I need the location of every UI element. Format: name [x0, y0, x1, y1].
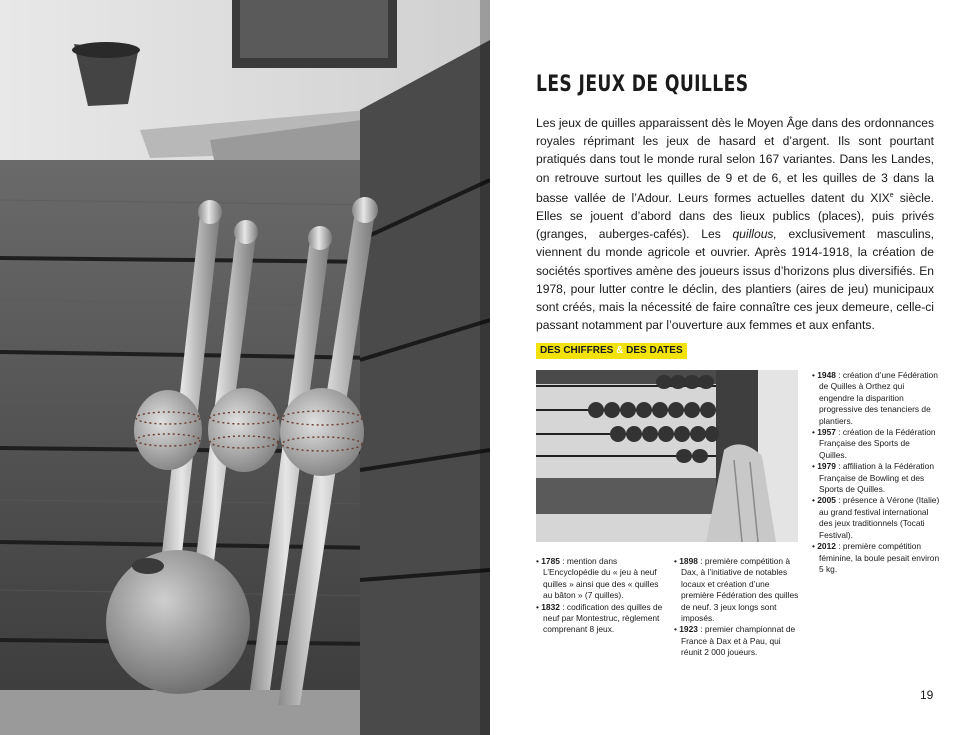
intro-superscript: e — [889, 191, 894, 199]
timeline-text: : codification des quilles de neuf par Montestruc, règlement comprenant 8 jeux. — [543, 601, 663, 635]
timeline-item: • 1948 : création d’une Fédération de Quilles à Orthez qui engendre la disparition progressive des tenanciers de plantiers. — [812, 370, 938, 426]
intro-text-3: exclusivement masculins, viennent du monde agricole et ouvrier. Après 1914-1918, la création de sociétés sportives amène des joueurs issus d’horizons plus diversifiés. En 1978, pour lutter contre le déclin, des plantiers (aires de jeu) municipaux sont créés, mais la nécessité de faire connaître ces jeux demeure, celle-ci passant notamment par l’ouverture aux femmes et aux enfants. — [536, 227, 934, 333]
timeline-item: • 1898 : première compétition à Dax, à l’initiative de notables locaux et création d’une première Fédération des quilles de neuf. 3 jeux longs sont imposés. — [674, 556, 799, 624]
timeline-item: • 2012 : première compétition féminine, la boule pesait environ 5 kg. — [812, 541, 940, 574]
page-title: LES JEUX DE QUILLES — [536, 72, 749, 97]
timeline-text: : présence à Vérone (Italie) au grand festival international des jeux traditionnels (Tocati Festival). — [819, 495, 940, 540]
timeline-item: • 1923 : premier championnat de France à Dax et à Pau, qui réunit 2 000 joueurs. — [674, 624, 796, 658]
timeline-year: 1785 — [541, 556, 560, 566]
timeline-item: • 1832 : codification des quilles de neuf par Montestruc, règlement comprenant 8 jeux. — [536, 601, 663, 635]
timeline-column-1 — [536, 556, 666, 636]
timeline-year: 1948 — [817, 370, 836, 380]
intro-italic: quillous, — [732, 227, 777, 242]
timeline-year: 1923 — [679, 624, 698, 635]
intro-text-2: siècle. Elles se jouent d’abord dans des lieux publics (places), puis privés (granges, auberges-cafés). Les — [536, 190, 934, 242]
timeline-text: : création de la Fédération Française des Sports de Quilles. — [819, 427, 936, 460]
timeline-column-3 — [812, 370, 940, 575]
page-number: 19 — [920, 688, 934, 702]
intro-text-1: Les jeux de quilles apparaissent dès le Moyen Âge dans des ordonnances royales réprimant les jeux de hasard et d’argent. Ils sont pourtant pratiqués dans tout le monde rural selon 167 variantes. Dans les Landes, on retrouve surtout les quilles de 9 et de 6, et les quilles de 3 dans la basse vallée de l’Adour. Leurs formes actuelles datent du XIX — [536, 116, 935, 205]
timeline-year: 2012 — [817, 541, 836, 552]
tag-part-a: DES CHIFFRES — [540, 345, 614, 356]
timeline-year: 2005 — [817, 495, 836, 506]
timeline-text: : première compétition féminine, la boule pesait environ 5 kg. — [819, 541, 940, 574]
timeline-item: • 1957 : création de la Fédération Française des Sports de Quilles. — [812, 427, 936, 460]
timeline-year: 1957 — [817, 427, 836, 438]
text-page — [490, 0, 980, 735]
timeline-column-2 — [674, 556, 802, 659]
timeline-text: : premier championnat de France à Dax et à Pau, qui réunit 2 000 joueurs. — [681, 624, 796, 658]
timeline-year: 1979 — [817, 461, 836, 472]
tag-part-b: DES DATES — [626, 345, 683, 356]
timeline-year: 1898 — [679, 556, 698, 566]
figures-dates-tag — [536, 343, 687, 359]
intro-paragraph — [536, 114, 934, 334]
timeline-text: : affiliation à la Fédération Française de Bowling et des Sports de Quilles. — [819, 461, 934, 495]
tag-ampersand: & — [616, 345, 624, 356]
abacus-photo — [536, 370, 798, 542]
timeline-item: • 1785 : mention dans L’Encyclopédie du « jeu à neuf quilles » ainsi que des « quilles au bâton » (7 quilles). — [536, 556, 659, 601]
timeline-item: • 1979 : affiliation à la Fédération Française de Bowling et des Sports de Quilles. — [812, 461, 934, 495]
timeline-item: • 2005 : présence à Vérone (Italie) au grand festival international des jeux traditionnels (Tocati Festival). — [812, 495, 940, 540]
timeline-year: 1832 — [541, 601, 560, 612]
timeline-text: : première compétition à Dax, à l’initiative de notables locaux et création d’une première Fédération des quilles de neuf. 3 jeux longs sont imposés. — [681, 556, 799, 624]
timeline-text: : mention dans L’Encyclopédie du « jeu à neuf quilles » ainsi que des « quilles au bâton » (7 quilles). — [543, 556, 659, 601]
timeline-text: : création d’une Fédération de Quilles à Orthez qui engendre la disparition progressive des tenanciers de plantiers. — [819, 370, 938, 426]
